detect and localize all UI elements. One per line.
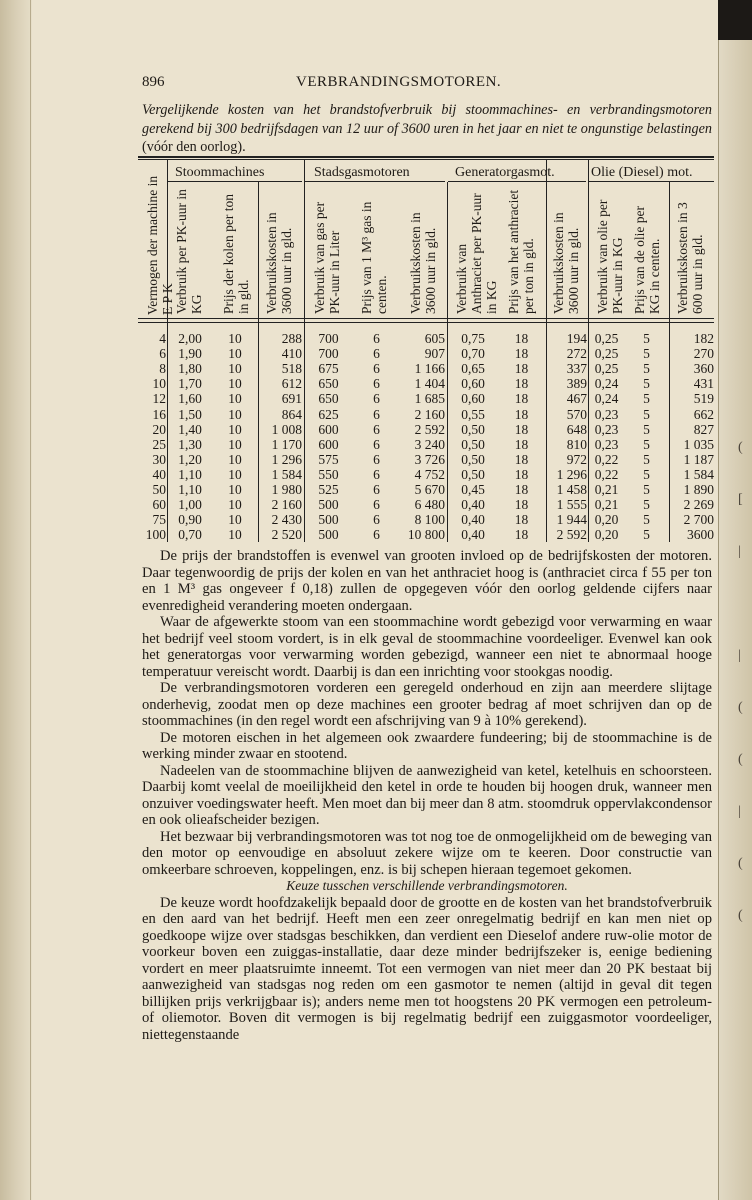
table-cell: 2 430 — [271, 512, 302, 528]
table-cell: 864 — [281, 406, 302, 422]
paragraph: De verbrandingsmotoren vorderen een geregeld onderhoud en zijn aan meerdere slijtage onderhevig, zoodat men op deze machines een grooter bedrag af moet schrijven dan op de stoommachines (in den regel wordt een afschrijving van 9 à 10% gerekend). — [142, 680, 712, 729]
table-cell: 625 — [318, 406, 339, 422]
column-header-text: Prijs der kolen per ton in gld. — [221, 194, 251, 314]
table-cell: 3 240 — [414, 436, 445, 452]
table-cell: 0,65 — [461, 361, 485, 377]
table-cell: 518 — [281, 361, 302, 377]
column-header-text: Verbruik van gas per PK-uur in Liter — [312, 201, 342, 314]
table-cell: 10 800 — [407, 527, 445, 543]
table-cell: 1 555 — [556, 497, 587, 513]
table-cell: 550 — [318, 466, 339, 482]
table-cell: 1 944 — [556, 512, 587, 528]
table-cell: 3600 — [687, 527, 714, 543]
table-cell: 18 — [514, 376, 529, 392]
table-cell: 431 — [693, 376, 714, 392]
table-cell: 0,40 — [461, 527, 485, 543]
table-cell: 10 — [228, 376, 242, 392]
paragraph: De prijs der brandstoffen is evenwel van grooten invloed op de bedrijfskosten der motoren. Daar tegenwoordig de prijs der kolen en van het anthraciet hoog is (anthraciet circa f 55 per ton en 1 M³ gas ongeveer f 0,18) zullen de opgegeven vóór den oorlog geldende cijfers naar evenredigheid verandering moeten ondergaan. — [142, 548, 712, 614]
table-cell: 8 100 — [414, 512, 445, 528]
table-cell: 6 — [373, 331, 380, 346]
table-cell: 1,60 — [178, 391, 202, 407]
table-cell: 410 — [281, 346, 302, 362]
table-cell: 6 — [373, 406, 380, 422]
table-cell: 5 — [643, 346, 650, 362]
table-cell: 0,75 — [461, 331, 485, 346]
paragraph: Nadeelen van de stoommachine blijven de aanwezigheid van ketel, ketelhuis en schoorsteen. Daarbij komt veelal de moeilijkheid den ketel in orde te houden bij hoogen druk, wanneer men onzuiver voedingswater heeft. Men moet dan bij meer dan 8 atm. stoomdruk oppervlakcondensor en ook olieafscheider bezigen. — [142, 762, 712, 828]
table-cell: 700 — [318, 346, 339, 362]
table-cell: 0,25 — [594, 331, 619, 346]
table-cell: 0,20 — [594, 512, 619, 528]
table-cell: 0,50 — [461, 466, 485, 482]
table-cell: 1,50 — [178, 406, 202, 422]
group-citygas: Stadsgasmotoren — [314, 165, 410, 180]
table-cell: 182 — [693, 331, 714, 346]
group-diesel: Olie (Diesel) mot. — [591, 165, 693, 180]
table-cell: 194 — [566, 331, 587, 346]
caption-normal: (vóór den oorlog). — [142, 139, 246, 155]
table-cell: 467 — [566, 391, 587, 407]
table-cell: 827 — [693, 421, 714, 437]
table-cell: 605 — [424, 331, 445, 346]
table-cell: 18 — [514, 527, 529, 543]
table-cell: 6 — [373, 376, 380, 392]
table-cell: 1 890 — [683, 482, 714, 497]
paragraph: Het bezwaar bij verbrandingsmotoren was tot nog toe de onmogelijkheid om de beweging van den motor op eenvoudige en absoluut zekere wijze om te keeren. Door constructie van omkeerbare schroeven, koppelingen, enz. is bij schepen hieraan tegemoet gekomen. — [142, 828, 712, 878]
table-cell: 0,50 — [461, 436, 485, 452]
table-cell: 50 — [152, 482, 166, 497]
table-cell: 0,23 — [594, 406, 619, 422]
table-cell: 389 — [566, 376, 587, 392]
table-cell: 10 — [228, 346, 242, 362]
table-top-rule-thin — [138, 159, 714, 160]
table-cell: 1 170 — [271, 436, 302, 452]
table-cell: 40 — [152, 466, 166, 482]
table-cell: 1 166 — [414, 361, 445, 377]
table-cell: 612 — [281, 376, 302, 392]
table-cell: 0,40 — [461, 497, 485, 513]
table-cell: 525 — [318, 482, 339, 497]
table-cell: 0,60 — [461, 391, 485, 407]
table-cell: 10 — [228, 421, 242, 437]
table-cell: 6 — [373, 482, 380, 497]
table-cell: 6 — [159, 346, 166, 362]
table-cell: 5 — [643, 421, 650, 437]
table-cell: 600 — [318, 421, 339, 437]
table-cell: 1,90 — [178, 346, 202, 362]
table-cell: 1 458 — [556, 482, 587, 497]
table-cell: 1 980 — [271, 482, 302, 497]
table-cell: 60 — [152, 497, 166, 513]
table-cell: 1,40 — [178, 421, 202, 437]
table-cell: 360 — [693, 361, 714, 377]
table-cell: 10 — [228, 391, 242, 407]
table-cell: 270 — [693, 346, 714, 362]
scan-shadow — [718, 0, 752, 40]
table-cell: 662 — [693, 406, 714, 422]
table-caption — [142, 101, 712, 157]
table-cell: 810 — [566, 436, 587, 452]
table-cell: 0,21 — [594, 482, 619, 497]
table-cell: 18 — [514, 451, 529, 467]
table-cell: 30 — [152, 451, 166, 467]
table-cell: 648 — [566, 421, 587, 437]
group-rule-oil — [589, 181, 714, 182]
table-cell: 5 — [643, 406, 650, 422]
table-cell: 10 — [228, 482, 242, 497]
table-cell: 10 — [228, 436, 242, 452]
group-steam: Stoommachines — [175, 165, 265, 180]
table-cell: 5 — [643, 391, 650, 407]
column-header-text: Verbruikskosten in 3 600 uur in gld. — [675, 202, 705, 314]
table-cell: 5 — [643, 376, 650, 392]
table-cell: 0,25 — [594, 361, 619, 377]
table-cell: 10 — [228, 361, 242, 377]
table-cell: 691 — [281, 391, 302, 407]
table-cell: 2 269 — [683, 497, 714, 513]
table-cell: 1,80 — [178, 361, 202, 377]
column-header-text: Verbruikskosten in 3600 uur in gld. — [408, 212, 438, 314]
table-cell: 1 187 — [683, 451, 714, 467]
table-cell: 5 — [643, 497, 650, 513]
table-cell: 10 — [228, 527, 242, 543]
table-cell: 5 — [643, 436, 650, 452]
table-cell: 1 035 — [683, 436, 714, 452]
table-cell: 18 — [514, 331, 529, 346]
table-cell: 0,23 — [594, 436, 619, 452]
table-cell: 5 — [643, 451, 650, 467]
table-cell: 1,00 — [178, 497, 202, 513]
table-cell: 5 — [643, 512, 650, 528]
table-cell: 0,21 — [594, 497, 619, 513]
table-cell: 5 — [643, 361, 650, 377]
group-generatorgas: Generatorgasmot. — [455, 165, 555, 180]
table-cell: 4 — [159, 331, 166, 346]
table-cell: 10 — [228, 451, 242, 467]
table-cell: 0,45 — [461, 482, 485, 497]
table-cell: 10 — [228, 497, 242, 513]
table-cell: 1,10 — [178, 466, 202, 482]
column-header-text: Prijs van 1 M³ gas in centen. — [359, 201, 389, 314]
table-cell: 6 — [373, 527, 380, 543]
table-cell: 519 — [693, 391, 714, 407]
table-cell: 650 — [318, 391, 339, 407]
table-cell: 18 — [514, 482, 529, 497]
table-cell: 0,90 — [178, 512, 202, 528]
table-cell: 16 — [152, 406, 166, 422]
table-cell: 18 — [514, 361, 529, 377]
table-cell: 6 — [373, 421, 380, 437]
table-cell: 6 — [373, 436, 380, 452]
table-cell: 12 — [152, 391, 166, 407]
table-cell: 1 685 — [414, 391, 445, 407]
table-cell: 575 — [318, 451, 339, 467]
page-number: 896 — [142, 74, 165, 90]
table-cell: 700 — [318, 331, 339, 346]
table-cell: 2 160 — [271, 497, 302, 513]
column-header-text: Verbruik van Anthraciet per PK-uur in KG — [454, 193, 499, 314]
table-cell: 2 592 — [556, 527, 587, 543]
table-cell: 6 — [373, 497, 380, 513]
table-cell: 650 — [318, 376, 339, 392]
table-cell: 18 — [514, 512, 529, 528]
table-cell: 675 — [318, 361, 339, 377]
section-subheading: Keuze tusschen verschillende verbrandingsmotoren. — [286, 878, 568, 893]
table-cell: 288 — [281, 331, 302, 346]
table-cell: 2 700 — [683, 512, 714, 528]
table-cell: 75 — [152, 512, 166, 528]
table-cell: 6 480 — [414, 497, 445, 513]
table-cell: 4 752 — [414, 466, 445, 482]
table-cell: 1 008 — [271, 421, 302, 437]
table-top-rule — [138, 156, 714, 158]
gutter-line — [30, 0, 31, 1200]
table-cell: 10 — [228, 406, 242, 422]
table-cell: 0,24 — [594, 391, 619, 407]
table-cell: 907 — [424, 346, 445, 362]
table-cell: 1 296 — [556, 466, 587, 482]
table-cell: 10 — [228, 512, 242, 528]
table-cell: 6 — [373, 361, 380, 377]
paragraph: Waar de afgewerkte stoom van een stoommachine wordt gebezigd voor verwarming en waar het bedrijf veel stoom vordert, is in elk geval de stoommachine voordeeliger. Evenwel kan ook het generatorgas voor verwarming worden gebezigd, wanneer een niet te abnormaal hooge temperatuur vereischt wordt. Daarbij is dan een inrichting voor stookgas noodig. — [142, 614, 712, 680]
column-header-text: Vermogen der machine in E P K — [145, 175, 175, 315]
table-cell: 18 — [514, 436, 529, 452]
group-rule-generator — [448, 181, 586, 182]
table-cell: 0,24 — [594, 376, 619, 392]
table-cell: 5 670 — [414, 482, 445, 497]
table-cell: 1 296 — [271, 451, 302, 467]
table-cell: 0,25 — [594, 346, 619, 362]
table-cell: 18 — [514, 406, 529, 422]
table-cell: 2,00 — [178, 331, 202, 346]
table-cell: 0,70 — [178, 527, 202, 543]
column-header-text: Prijs van het anthraciet per ton in gld. — [506, 189, 536, 314]
table-cell: 1,20 — [178, 451, 202, 467]
paragraph: De keuze wordt hoofdzakelijk bepaald door de grootte en de kosten van het brandstofverbruik en den aard van het bedrijf. Heeft men een zeer onregelmatig bedrijf en kan men niet op goedkoope wijze over stadsgas beschikken, dan verdient een Dieselof andere ruw-olie motor de voorkeur boven een zuiggas-installatie, daar deze minder bedrijfszeker is, eenige bediening vordert en meer plaatsruimte inneemt. Tot een vermogen van niet meer dan 20 PK bestaat bij aanwezigheid van stadsgas nog reden om een gasmotor te nemen (altijd in geval dit tegen billijken prijs verkrijgbaar is); anders neme men tot hoogstens 20 PK vermogen een petroleum- of oliemotor. Boven dit vermogen is bij regelmatig bedrijf een zuiggasmotor voordeeliger, niettegenstaande — [142, 894, 712, 1043]
table-cell: 272 — [566, 346, 587, 362]
page-edge-line — [718, 0, 719, 1200]
table-cell: 25 — [152, 436, 166, 452]
table-cell: 0,40 — [461, 512, 485, 528]
table-header-rule-2 — [138, 322, 714, 323]
group-rule-steam — [168, 181, 302, 182]
table-cell: 0,60 — [461, 376, 485, 392]
table-cell: 6 — [373, 512, 380, 528]
table-cell: 3 726 — [414, 451, 445, 467]
table-cell: 500 — [318, 527, 339, 543]
bleed-through-marks: ( [ | | ( ( | ( ( — [738, 440, 743, 923]
group-rule-gas — [305, 181, 445, 182]
table-cell: 18 — [514, 421, 529, 437]
table-cell: 6 — [373, 466, 380, 482]
table-cell: 10 — [152, 376, 166, 392]
table-cell: 6 — [373, 346, 380, 362]
table-cell: 10 — [228, 331, 242, 346]
column-header-text: Verbruik per PK-uur in KG — [174, 189, 204, 314]
table-cell: 1 404 — [414, 376, 445, 392]
table-cell: 1 584 — [683, 466, 714, 482]
table-cell: 1,10 — [178, 482, 202, 497]
table-cell: 5 — [643, 527, 650, 543]
column-header-text: Prijs van de olie per KG in centen. — [632, 206, 662, 314]
paragraph: De motoren eischen in het algemeen ook zwaardere fundeering; bij de stoommachine is de werking minder zwaar en stootend. — [142, 729, 712, 762]
table-header-rule — [138, 318, 714, 319]
body-text — [142, 548, 712, 1043]
table-cell: 0,55 — [461, 406, 485, 422]
table-cell: 8 — [159, 361, 166, 377]
table-cell: 18 — [514, 497, 529, 513]
table-cell: 0,22 — [594, 466, 619, 482]
table-cell: 0,50 — [461, 451, 485, 467]
table-cell: 600 — [318, 436, 339, 452]
table-cell: 5 — [643, 466, 650, 482]
table-cell: 500 — [318, 512, 339, 528]
table-cell: 6 — [373, 391, 380, 407]
table-cell: 20 — [152, 421, 166, 437]
table-cell: 6 — [373, 451, 380, 467]
table-cell: 18 — [514, 391, 529, 407]
table-cell: 5 — [643, 331, 650, 346]
table-cell: 337 — [566, 361, 587, 377]
table-cell: 2 160 — [414, 406, 445, 422]
table-cell: 18 — [514, 346, 529, 362]
column-header-text: Verbruik van olie per PK-uur in KG — [595, 199, 625, 314]
table-cell: 10 — [228, 466, 242, 482]
table-cell: 570 — [566, 406, 587, 422]
table-cell: 0,70 — [461, 346, 485, 362]
table-cell: 18 — [514, 466, 529, 482]
caption-italic: Vergelijkende kosten van het brandstofverbruik bij stoommachines- en verbrandingsmotoren gerekend bij 300 bedrijfsdagen van 12 uur of 3600 uren in het jaar en niet te ongunstige belastingen — [142, 102, 712, 137]
table-cell: 1,70 — [178, 376, 202, 392]
column-header-text: Verbruikskosten in 3600 uur in gld. — [264, 212, 294, 314]
table-cell: 500 — [318, 497, 339, 513]
book-gutter — [0, 0, 32, 1200]
table-cell: 1,30 — [178, 436, 202, 452]
table-cell: 100 — [145, 527, 166, 543]
table-cell: 2 592 — [414, 421, 445, 437]
table-cell: 2 520 — [271, 527, 302, 543]
table-cell: 0,50 — [461, 421, 485, 437]
table-cell: 0,23 — [594, 421, 619, 437]
table-cell: 0,20 — [594, 527, 619, 543]
column-header-text: Verbruikskosten in 3600 uur in gld. — [551, 212, 581, 314]
table-cell: 1 584 — [271, 466, 302, 482]
table-cell: 0,22 — [594, 451, 619, 467]
running-head: VERBRANDINGSMOTOREN. — [296, 74, 502, 90]
table-cell: 972 — [566, 451, 587, 467]
table-cell: 5 — [643, 482, 650, 497]
